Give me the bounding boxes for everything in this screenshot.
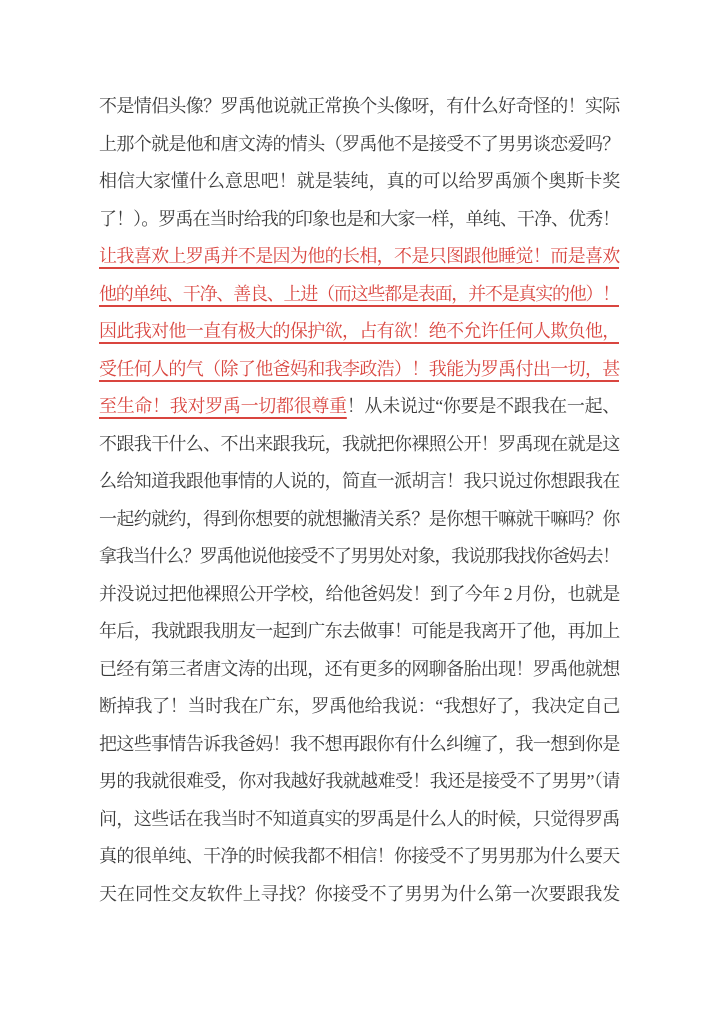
text-segment: 问，这些话在我当时不知道真实的罗禹是什么人的时候，只觉得罗禹 xyxy=(99,808,619,829)
text-line xyxy=(99,313,619,351)
text-segment: 天在同性交友软件上寻找？你接受不了男男为什么第一次要跟我发 xyxy=(99,883,619,904)
text-line xyxy=(99,238,619,276)
highlighted-text-segment: 因此我对他一直有极大的保护欲，占有欲！绝不允许任何人欺负他， xyxy=(99,321,619,341)
text-segment: 并没说过把他裸照公开学校，给他爸妈发！到了今年 2 月份，也就是 xyxy=(99,583,619,604)
text-line xyxy=(99,126,619,164)
highlighted-text-segment: 至生命！我对罗禹一切都很尊重 xyxy=(99,396,347,416)
text-line xyxy=(99,763,619,801)
text-line xyxy=(99,576,619,614)
text-segment: 断掉我了！当时我在广东，罗禹他给我说：“我想好了，我决定自己 xyxy=(99,696,619,716)
text-line xyxy=(99,276,619,314)
text-segment: 不是情侣头像？罗禹他说就正常换个头像呀，有什么好奇怪的！实际 xyxy=(99,96,619,116)
text-line xyxy=(99,801,619,839)
text-segment: 了！）。罗禹在当时给我的印象也是和大家一样，单纯、干净、优秀！ xyxy=(99,208,619,229)
text-segment: 上那个就是他和唐文涛的情头（罗禹他不是接受不了男男谈恋爱吗？ xyxy=(99,133,619,154)
text-line xyxy=(99,351,619,389)
text-line xyxy=(99,876,619,914)
text-segment: 把这些事情告诉我爸妈！我不想再跟你有什么纠缠了，我一想到你是 xyxy=(99,733,619,754)
text-line xyxy=(99,88,619,126)
text-line xyxy=(99,688,619,726)
text-line xyxy=(99,426,619,464)
text-segment: 真的很单纯、干净的时候我都不相信！你接受不了男男那为什么要天 xyxy=(99,846,619,866)
text-line xyxy=(99,388,619,426)
text-segment: 么给知道我跟他事情的人说的，简直一派胡言！我只说过你想跟我在 xyxy=(99,471,619,491)
text-line xyxy=(99,463,619,501)
text-line xyxy=(99,201,619,239)
text-line xyxy=(99,838,619,876)
text-line xyxy=(99,501,619,539)
highlighted-text-segment: 让我喜欢上罗禹并不是因为他的长相，不是只图跟他睡觉！而是喜欢 xyxy=(99,246,619,266)
text-line xyxy=(99,163,619,201)
text-line xyxy=(99,613,619,651)
document-body xyxy=(99,88,619,913)
text-segment: 一起约就约，得到你想要的就想撇清关系？是你想干嘛就干嘛吗？你 xyxy=(99,508,619,529)
text-line xyxy=(99,726,619,764)
text-line xyxy=(99,651,619,689)
text-segment: 拿我当什么？罗禹他说他接受不了男男处对象，我说那我找你爸妈去！ xyxy=(99,546,619,566)
highlighted-text-segment: 他的单纯、干净、善良、上进（而这些都是表面，并不是真实的他）！ xyxy=(99,283,619,304)
text-segment: 男的我就很难受，你对我越好我就越难受！我还是接受不了男男”（请 xyxy=(99,771,619,791)
text-segment: ！从未说过“你要是不跟我在一起、 xyxy=(346,396,619,416)
text-segment: 相信大家懂什么意思吧！就是装纯，真的可以给罗禹颁个奥斯卡奖 xyxy=(99,171,619,191)
highlighted-text-segment: 受任何人的气（除了他爸妈和我李政浩）！我能为罗禹付出一切，甚 xyxy=(99,358,619,379)
text-segment: 不跟我干什么、不出来跟我玩，我就把你裸照公开！罗禹现在就是这 xyxy=(99,433,619,454)
text-segment: 已经有第三者唐文涛的出现，还有更多的网聊备胎出现！罗禹他就想 xyxy=(99,658,619,679)
text-segment: 年后，我就跟我朋友一起到广东去做事！可能是我离开了他，再加上 xyxy=(99,621,619,641)
text-line xyxy=(99,538,619,576)
